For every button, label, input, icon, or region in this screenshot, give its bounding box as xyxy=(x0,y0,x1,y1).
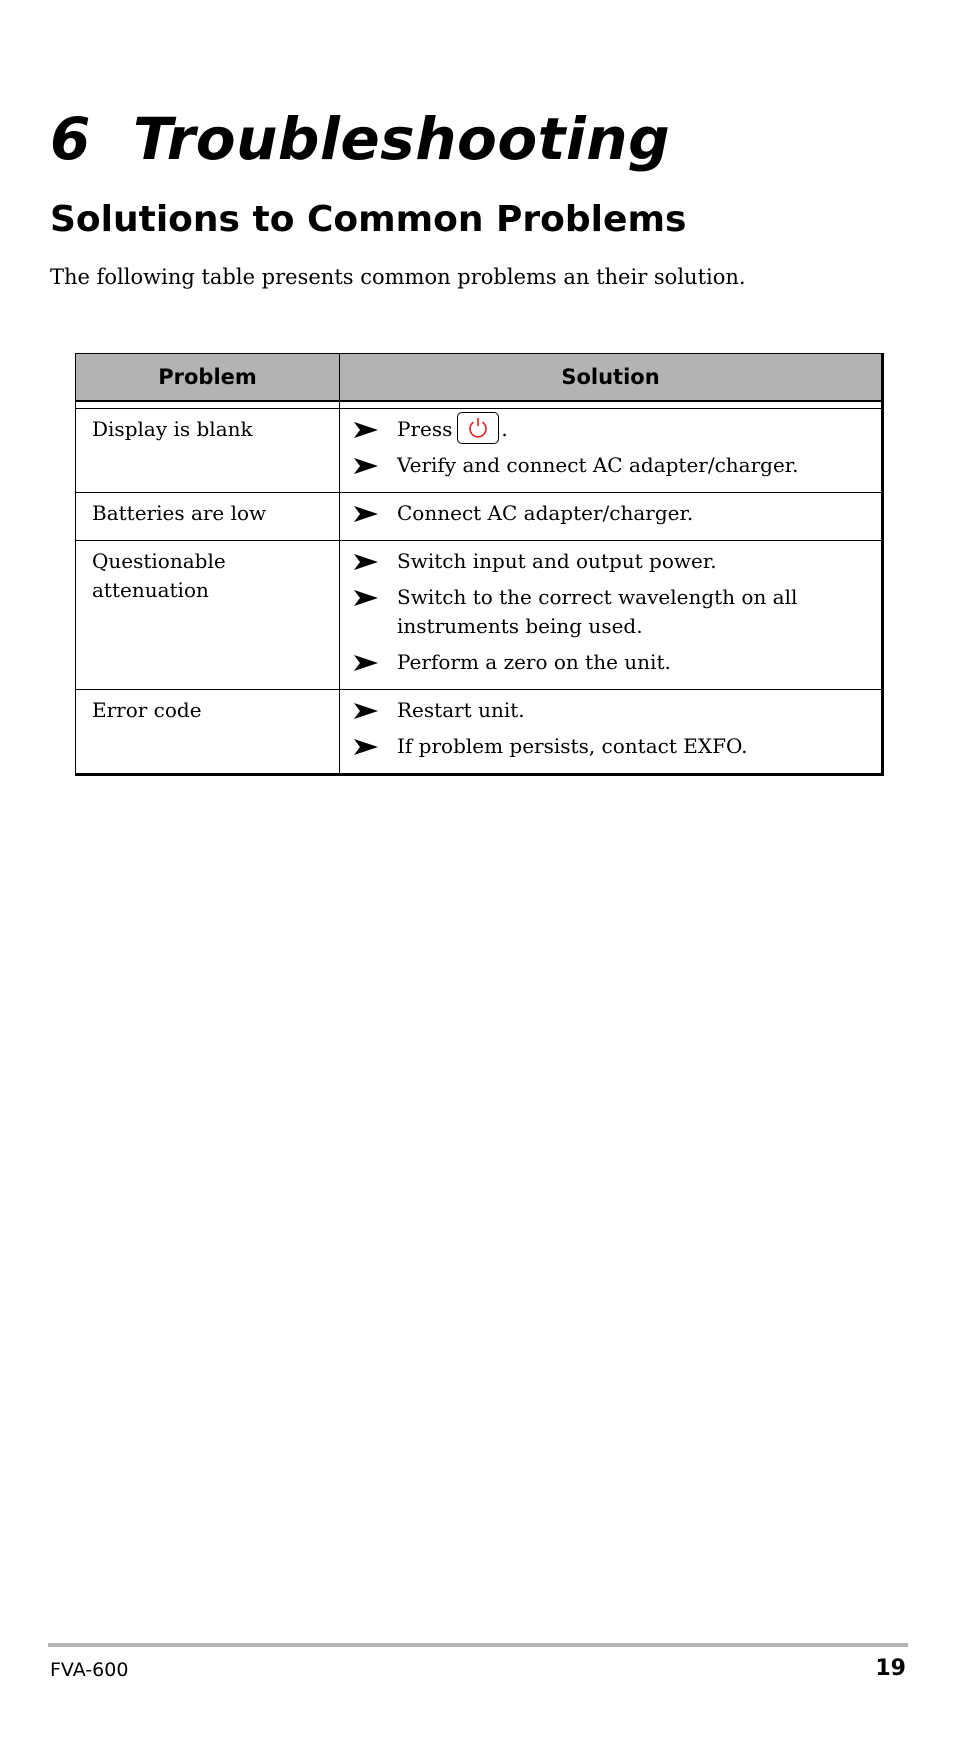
solution-item xyxy=(354,696,871,725)
section-title: Solutions to Common Problems xyxy=(50,199,687,240)
page-number: 19 xyxy=(875,1656,906,1681)
table-header-row xyxy=(76,354,882,402)
table-row xyxy=(76,493,882,541)
problem-cell: Display is blank xyxy=(76,409,340,493)
arrow-bullet-icon xyxy=(354,739,378,755)
problem-cell: Questionable attenuation xyxy=(76,541,340,690)
solution-item xyxy=(354,583,871,641)
troubleshooting-table xyxy=(75,353,884,776)
arrow-bullet-icon xyxy=(354,506,378,522)
solution-item xyxy=(354,648,871,677)
solution-item xyxy=(354,499,871,528)
solution-text: If problem persists, contact EXFO. xyxy=(397,734,748,758)
footer-product-name: FVA-600 xyxy=(50,1659,129,1681)
solution-item xyxy=(354,451,871,480)
table-row xyxy=(76,690,882,774)
footer-divider xyxy=(48,1643,908,1647)
arrow-bullet-icon xyxy=(354,655,378,671)
solution-cell xyxy=(340,541,882,690)
arrow-bullet-icon xyxy=(354,703,378,719)
solution-text: Press xyxy=(397,417,453,441)
solution-item xyxy=(354,732,871,761)
column-header-problem: Problem xyxy=(76,354,340,402)
solution-text: Restart unit. xyxy=(397,698,525,722)
problem-cell: Batteries are low xyxy=(76,493,340,541)
solution-suffix: . xyxy=(501,417,508,441)
arrow-bullet-icon xyxy=(354,422,378,438)
solution-cell xyxy=(340,690,882,774)
arrow-bullet-icon xyxy=(354,590,378,606)
solution-text: Switch to the correct wavelength on all instruments being used. xyxy=(397,585,798,638)
solution-item xyxy=(354,547,871,576)
power-button-icon xyxy=(457,412,499,444)
arrow-bullet-icon xyxy=(354,458,378,474)
solution-cell xyxy=(340,493,882,541)
table-row xyxy=(76,409,882,493)
chapter-heading xyxy=(50,104,670,174)
solution-cell xyxy=(340,409,882,493)
header-separator xyxy=(76,401,882,409)
solution-text: Connect AC adapter/charger. xyxy=(397,501,694,525)
solution-text: Verify and connect AC adapter/charger. xyxy=(397,453,799,477)
column-header-solution: Solution xyxy=(340,354,882,402)
solution-text: Perform a zero on the unit. xyxy=(397,650,671,674)
intro-paragraph: The following table presents common problems an their solution. xyxy=(50,265,746,289)
table-row xyxy=(76,541,882,690)
chapter-number: 6 xyxy=(50,105,91,173)
chapter-title: Troubleshooting xyxy=(133,105,671,173)
arrow-bullet-icon xyxy=(354,554,378,570)
problem-cell: Error code xyxy=(76,690,340,774)
solution-item xyxy=(354,415,871,444)
solution-text: Switch input and output power. xyxy=(397,549,717,573)
